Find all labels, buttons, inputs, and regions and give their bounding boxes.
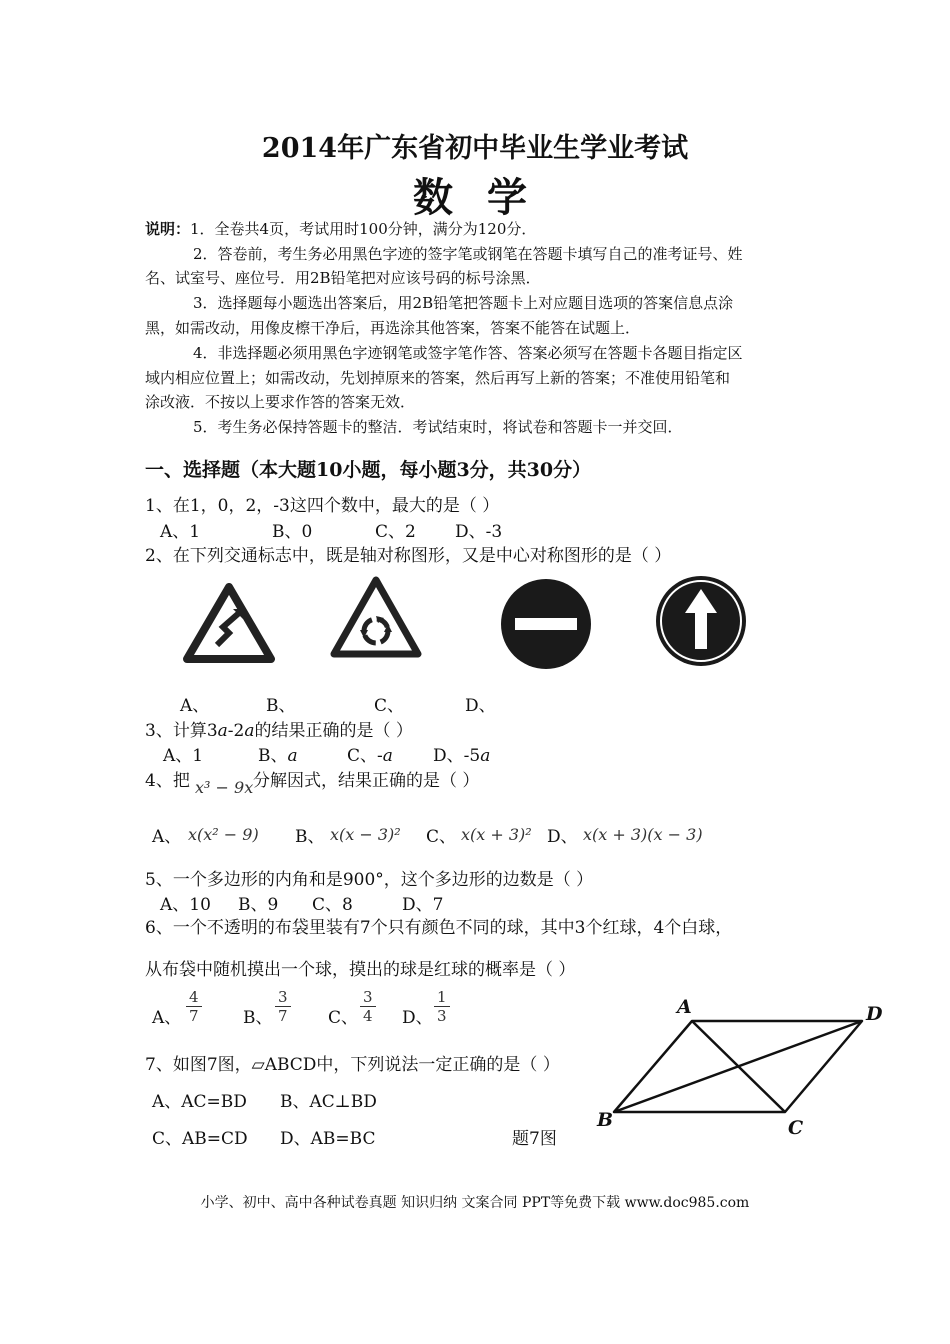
vertex-label-d: D <box>866 1003 883 1025</box>
q2-option-a: A、 <box>180 696 210 716</box>
question-7: 7、如图7图，▱ABCD中，下列说法一定正确的是（ ） <box>145 1055 560 1075</box>
q5-option-d: D、7 <box>402 895 444 915</box>
instructions-line-4: 3．选择题每小题选出答案后，用2B铅笔把答题卡上对应题目选项的答案信息点涂 <box>193 294 734 312</box>
parallelogram-figure <box>600 1015 870 1115</box>
q6-option-c-label: C、 <box>328 1008 359 1028</box>
q4-option-a-label: A、 <box>152 827 182 847</box>
q1-option-c: C、2 <box>375 522 416 542</box>
q7-option-c: C、AB=CD <box>152 1129 248 1149</box>
q4-option-b-expr: x(x − 3)² <box>330 825 401 844</box>
footer-text: 小学、初中、高中各种试卷真题 知识归纳 文案合同 PPT等免费下载 www.doc985.com <box>200 1195 750 1211</box>
q5-option-b: B、9 <box>238 895 279 915</box>
q1-option-d: D、-3 <box>455 522 503 542</box>
instructions-line-3: 名、试室号、座位号．用2B铅笔把对应该号码的标号涂黑． <box>145 269 541 287</box>
q2-option-c: C、 <box>374 696 405 716</box>
question-1: 1、在1，0，2，-3这四个数中，最大的是（ ） <box>145 496 500 516</box>
sign-a-triangle-curve-icon <box>183 583 275 663</box>
q7-option-b: B、AC⊥BD <box>280 1092 377 1112</box>
q2-option-d: D、 <box>465 696 496 716</box>
sign-d-straight-ahead-icon <box>655 575 747 667</box>
q6-option-a-fraction: $\frac{4}{7}$ <box>186 988 202 1025</box>
q4-expression: x³ − 9x <box>195 778 254 797</box>
section-heading: 一、选择题（本大题10小题，每小题3分，共30分） <box>145 459 592 481</box>
question-6-line-2: 从布袋中随机摸出一个球，摸出的球是红球的概率是（ ） <box>145 960 576 980</box>
q4-option-a-expr: x(x² − 9) <box>188 825 259 844</box>
q5-option-c: C、8 <box>312 895 353 915</box>
q6-option-d-fraction: $\frac{1}{3}$ <box>434 988 450 1025</box>
sign-c-no-entry-icon <box>499 578 593 670</box>
question-5: 5、一个多边形的内角和是900°，这个多边形的边数是（ ） <box>145 870 594 890</box>
instructions-line-5: 黑，如需改动，用像皮檫干净后，再选涂其他答案，答案不能答在试题上． <box>145 319 641 337</box>
q7-option-d: D、AB=BC <box>280 1129 376 1149</box>
instructions-line-2: 2．答卷前，考生务必用黑色字迹的签字笔或钢笔在答题卡填写自己的准考证号、姓 <box>193 245 743 263</box>
vertex-label-a: A <box>677 996 692 1018</box>
question-3: 3、计算3a-2a的结果正确的是（ ） <box>145 721 413 741</box>
q3-option-c: C、-a <box>347 746 393 766</box>
q4-option-d-expr: x(x + 3)(x − 3) <box>583 825 703 844</box>
question-6-line-1: 6、一个不透明的布袋里装有7个只有颜色不同的球，其中3个红球，4个白球， <box>145 918 733 938</box>
q6-option-b-label: B、 <box>243 1008 273 1028</box>
question-2: 2、在下列交通标志中，既是轴对称图形，又是中心对称图形的是（ ） <box>145 546 672 566</box>
vertex-label-b: B <box>597 1109 614 1131</box>
vertex-label-c: C <box>788 1117 804 1139</box>
instructions-line-9: 5．考生务必保持答题卡的整洁．考试结束时，将试卷和答题卡一并交回． <box>193 418 683 436</box>
q6-option-c-fraction: $\frac{3}{4}$ <box>360 988 376 1025</box>
q4-option-c-label: C、 <box>426 827 457 847</box>
q2-option-b: B、 <box>266 696 296 716</box>
q6-option-b-fraction: $\frac{3}{7}$ <box>275 988 291 1025</box>
question-4-prefix: 4、把 <box>145 771 190 791</box>
figure-7-caption: 题7图 <box>512 1129 557 1149</box>
q6-option-d-label: D、 <box>402 1008 433 1028</box>
q1-option-a: A、1 <box>160 522 201 542</box>
q4-option-b-label: B、 <box>295 827 325 847</box>
instructions-line-6: 4．非选择题必须用黑色字迹钢笔或签字笔作答、答案必须写在答题卡各题目指定区 <box>193 344 743 362</box>
exam-title: 2014年广东省初中毕业生学业考试 <box>261 133 689 164</box>
q4-option-c-expr: x(x + 3)² <box>461 825 532 844</box>
instructions-line-8: 涂改液．不按以上要求作答的答案无效． <box>145 393 416 411</box>
q3-option-b: B、a <box>258 746 298 766</box>
q3-option-d: D、-5a <box>433 746 491 766</box>
q5-option-a: A、10 <box>160 895 211 915</box>
q3-option-a: A、1 <box>163 746 204 766</box>
q7-option-a: A、AC=BD <box>152 1092 247 1112</box>
instructions-line-1: 说明：1．全卷共4页，考试用时100分钟，满分为120分． <box>145 220 537 238</box>
q1-option-b: B、0 <box>272 522 313 542</box>
q6-option-a-label: A、 <box>152 1008 182 1028</box>
instructions-line-7: 域内相应位置上；如需改动，先划掉原来的答案，然后再写上新的答案；不准使用铅笔和 <box>145 369 731 387</box>
instructions-lead: 说明： <box>145 220 191 238</box>
subject-title: 数 学 <box>413 174 537 221</box>
sign-b-roundabout-icon <box>330 576 422 658</box>
question-4-suffix: 分解因式，结果正确的是（ ） <box>253 771 480 791</box>
q4-option-d-label: D、 <box>547 827 578 847</box>
